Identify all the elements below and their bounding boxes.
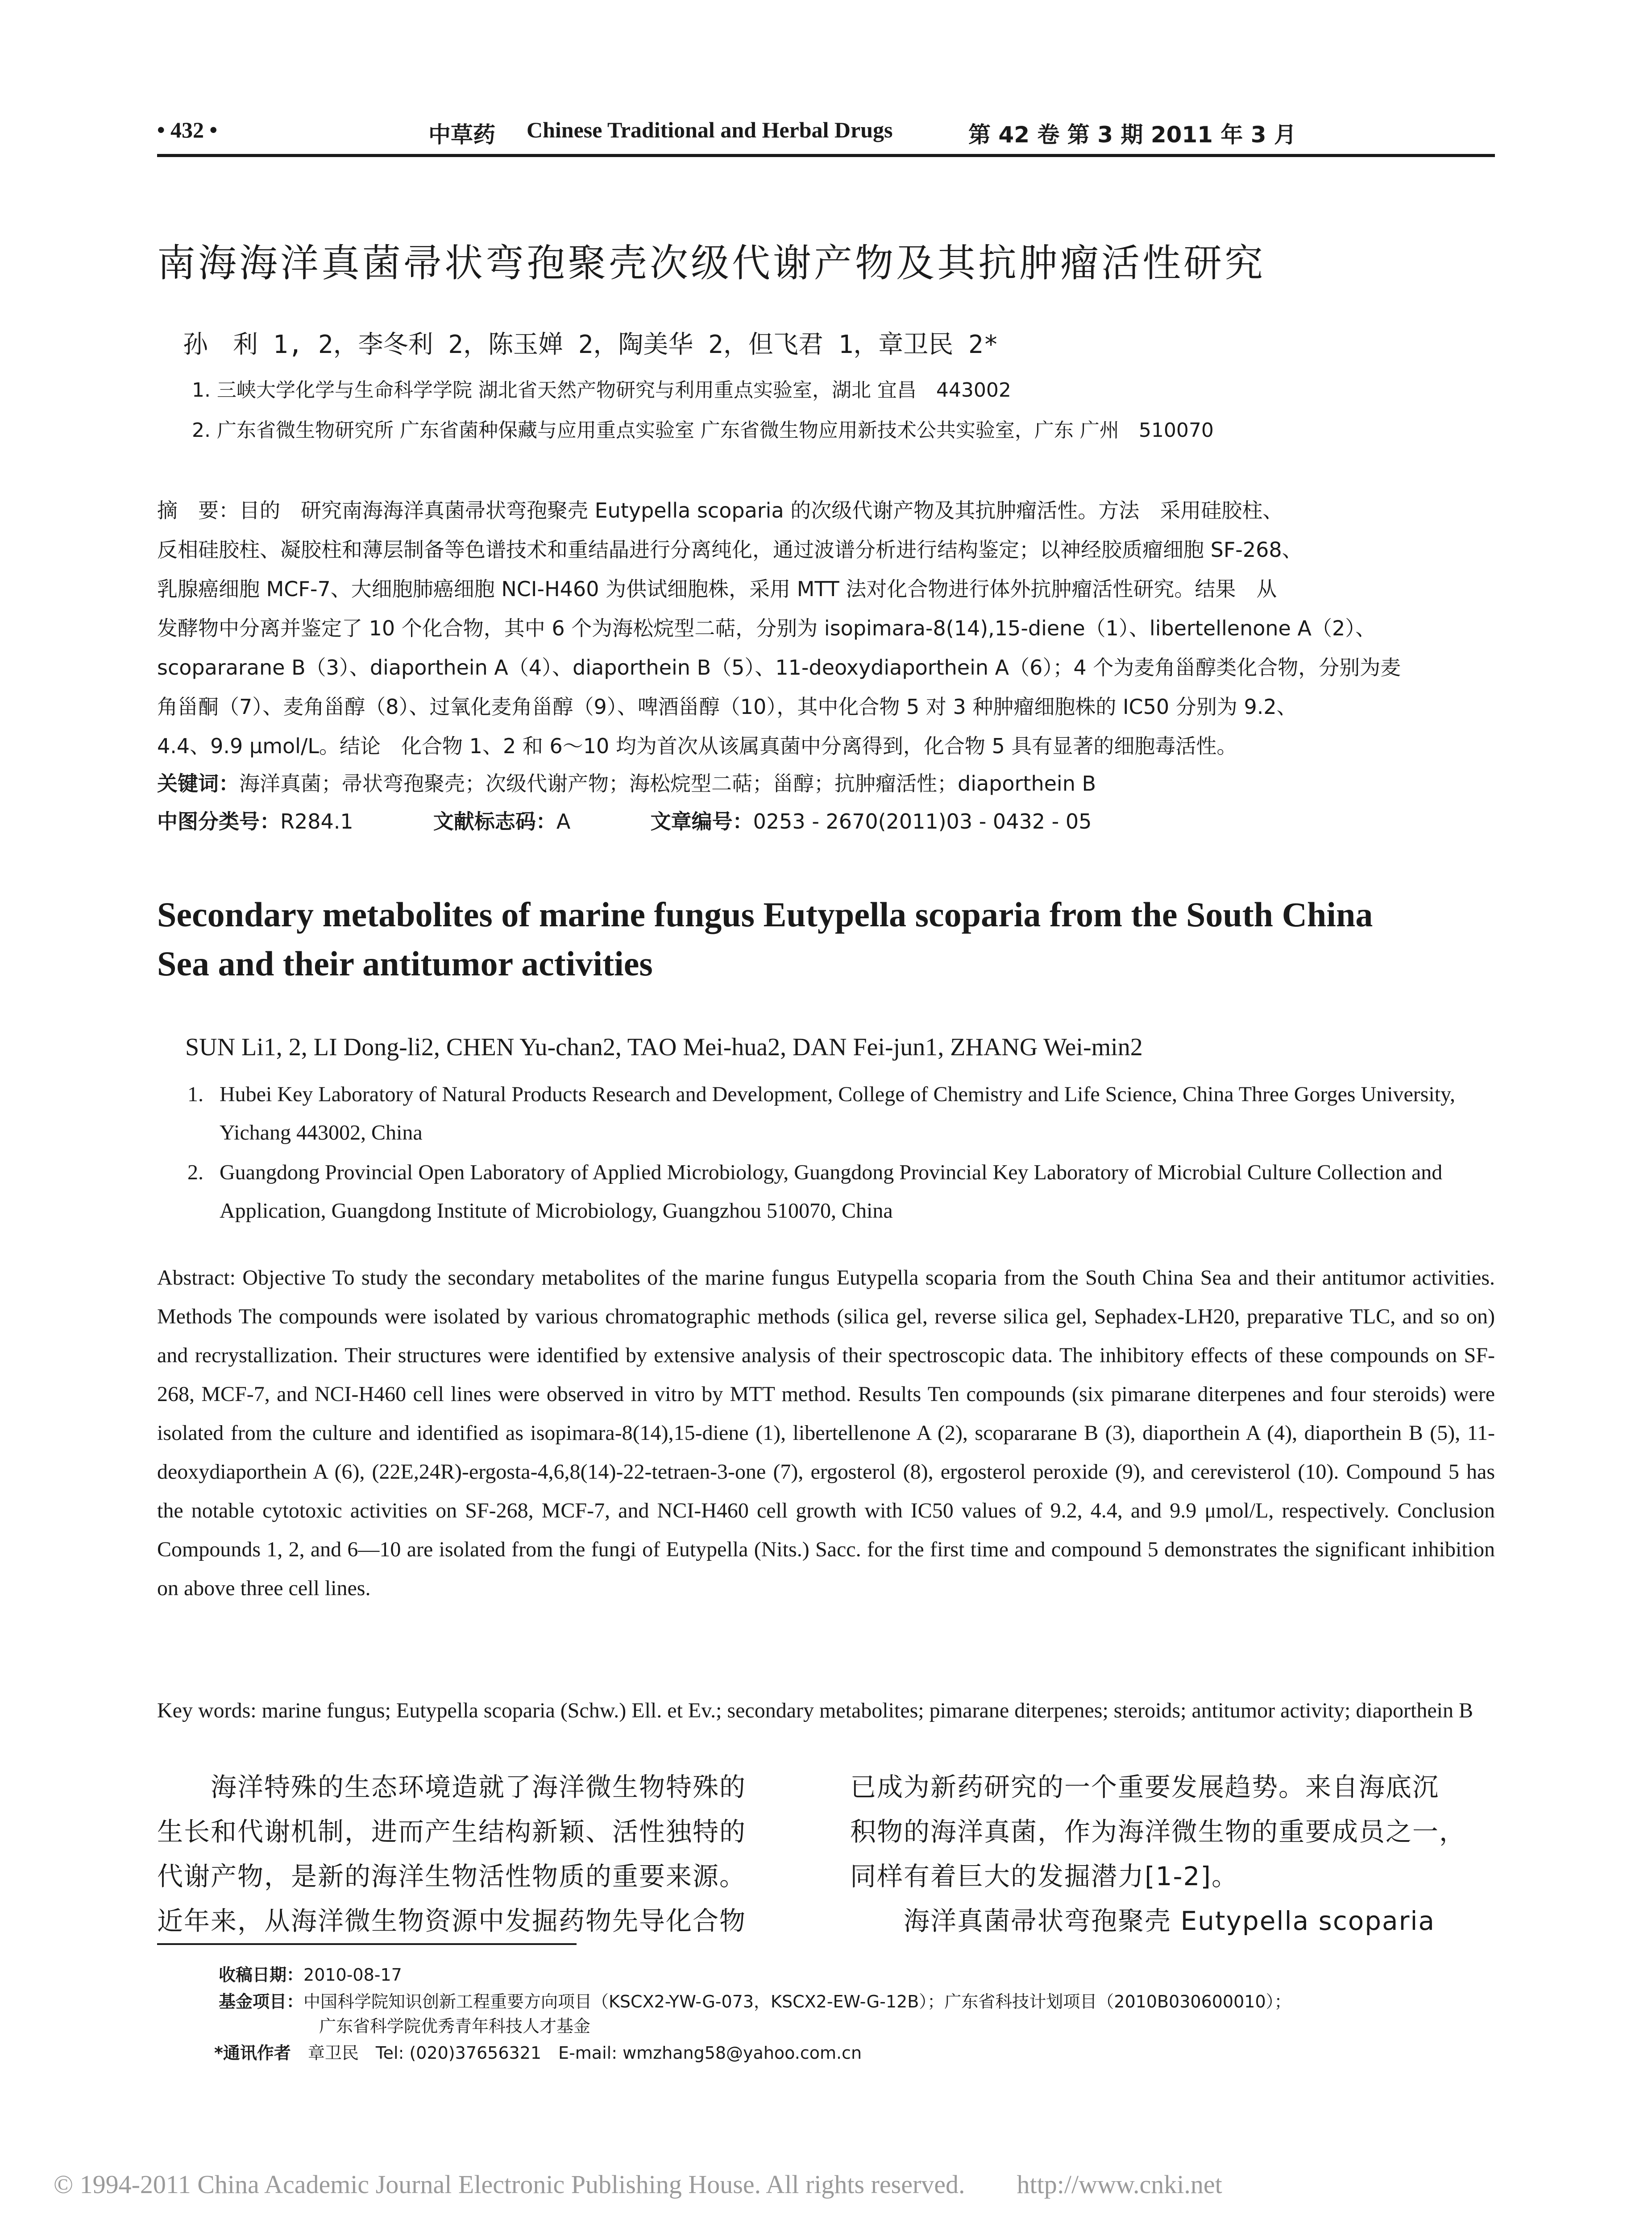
article-no-value: 0253 - 2670(2011)03 - 0432 - 05 xyxy=(753,809,1092,834)
article-no-label: 文章编号： xyxy=(650,809,753,834)
cn-abstract-line: 发酵物中分离并鉴定了 10 个化合物，其中 6 个为海松烷型二萜，分别为 isopimara-8(14),15-diene（1）、libertellenone A（2）、 xyxy=(157,616,1376,640)
fund-line-2: 广东省科学院优秀青年科技人才基金 xyxy=(319,2016,591,2036)
fund-info xyxy=(219,1988,1291,2012)
cn-keywords-label: 关键词： xyxy=(157,771,239,796)
cn-keywords-text: 海洋真菌；帚状弯孢聚壳；次级代谢产物；海松烷型二萜；甾醇；抗肿瘤活性；diaporthein B xyxy=(239,771,1096,796)
cn-abstract-line: 摘 要：目的 研究南海海洋真菌帚状弯孢聚壳 Eutypella scoparia 的次级代谢产物及其抗肿瘤活性。方法 采用硅胶柱、 xyxy=(157,498,1283,523)
cn-classification xyxy=(157,805,1092,835)
corr-label: *通讯作者 xyxy=(214,2043,291,2063)
cn-authors: 孙 利 1, 2，李冬利 2，陈玉婵 2，陶美华 2，但飞君 1，章卫民 2* xyxy=(183,330,999,359)
cn-keywords xyxy=(157,767,1096,797)
body-line: 海洋特殊的生态环境造就了海洋微生物特殊的 xyxy=(157,1772,747,1802)
page-number: • 432 • xyxy=(157,117,218,142)
body-line: 海洋真菌帚状弯孢聚壳 Eutypella scoparia xyxy=(850,1906,1436,1936)
en-title-line-2: Sea and their antitumor activities xyxy=(157,944,653,983)
en-aff-text: Hubei Key Laboratory of Natural Products Research and Development, College of Chemistry and Life Science, China Three Gorges University, Yichang 443002, China xyxy=(220,1082,1455,1145)
en-aff-number: 2. xyxy=(187,1161,203,1184)
clc-value: R284.1 xyxy=(280,809,353,834)
cn-abstract-line: 乳腺癌细胞 MCF-7、大细胞肺癌细胞 NCI-H460 为供试细胞株，采用 MTT 法对化合物进行体外抗肿瘤活性研究。结果 从 xyxy=(157,577,1277,601)
copyright-notice: © 1994-2011 China Academic Journal Electronic Publishing House. All rights reserved. http://www.cnki.net xyxy=(54,2170,1222,2199)
en-title-line-1: Secondary metabolites of marine fungus Eutypella scoparia from the South China xyxy=(157,895,1373,934)
journal-name-cn: 中草药 xyxy=(428,122,495,148)
footnote-rule xyxy=(157,1943,577,1945)
body-line: 同样有着巨大的发掘潜力[1-2]。 xyxy=(850,1861,1238,1891)
received-label: 收稿日期： xyxy=(219,1965,304,1985)
journal-name-en: Chinese Traditional and Herbal Drugs xyxy=(527,117,893,142)
body-left-column xyxy=(157,1765,809,1943)
cn-affiliation-2: 2. 广东省微生物研究所 广东省菌种保藏与应用重点实验室 广东省微生物应用新技术公共实验室，广东 广州 510070 xyxy=(192,419,1214,442)
body-line: 代谢产物，是新的海洋生物活性物质的重要来源。 xyxy=(157,1861,747,1891)
clc-label: 中图分类号： xyxy=(157,809,280,834)
en-authors: SUN Li1, 2, LI Dong-li2, CHEN Yu-chan2, TAO Mei-hua2, DAN Fei-jun1, ZHANG Wei-min2 xyxy=(185,1033,1143,1061)
body-line: 已成为新药研究的一个重要发展趋势。来自海底沉 xyxy=(850,1772,1440,1802)
doccode-label: 文献标志码： xyxy=(433,809,556,834)
cn-abstract-line: 反相硅胶柱、凝胶柱和薄层制备等色谱技术和重结晶进行分离纯化，通过波谱分析进行结构鉴定；以神经胶质瘤细胞 SF-268、 xyxy=(157,538,1303,562)
cn-abstract-line: 4.4、9.9 μmol/L。结论 化合物 1、2 和 6～10 均为首次从该属真菌中分离得到，化合物 5 具有显著的细胞毒活性。 xyxy=(157,734,1237,758)
issue-info: 第 42 卷 第 3 期 2011 年 3 月 xyxy=(968,122,1296,148)
header-rule xyxy=(157,154,1495,157)
body-right-column xyxy=(850,1765,1502,1943)
fund-line-1: 中国科学院知识创新工程重要方向项目（KSCX2-YW-G-073，KSCX2-EW-G-12B）；广东省科技计划项目（2010B030600010）； xyxy=(303,1992,1291,2011)
cn-affiliation-1: 1. 三峡大学化学与生命科学学院 湖北省天然产物研究与利用重点实验室，湖北 宜昌 443002 xyxy=(192,379,1011,402)
corresponding-author xyxy=(214,2039,862,2064)
cn-abstract-line: scopararane B（3）、diaporthein A（4）、diaporthein B（5）、11-deoxydiaporthein A（6）；4 个为麦角甾醇类化合物，分别为麦 xyxy=(157,655,1401,680)
en-keywords: Key words: marine fungus; Eutypella scoparia (Schw.) Ell. et Ev.; secondary metabolites; pimarane diterpenes; steroids; antitumor activity; diaporthein B xyxy=(157,1699,1473,1722)
body-line: 积物的海洋真菌，作为海洋微生物的重要成员之一， xyxy=(850,1816,1466,1847)
en-abstract: Abstract: Objective To study the secondary metabolites of the marine fungus Eutypella scoparia from the South China Sea and their antitumor activities. Methods The compounds were isolated by various chromatographic methods (silica gel, reverse silica gel, Sephadex-LH20, preparative TLC, and so on) and recrystallization. Their structures were identified by extensive analysis of their spectroscopic data. The inhibitory effects of these compounds on SF-268, MCF-7, and NCI-H460 cell lines were observed in vitro by MTT method. Results Ten compounds (six pimarane diterpenes and four steroids) were isolated from the culture and identified as isopimara-8(14),15-diene (1), libertellenone A (2), scopararane B (3), diaporthein A (4), diaporthein B (5), 11-deoxydiaporthein A (6), (22E,24R)-ergosta-4,6,8(14)-22-tetraen-3-one (7), ergosterol (8), ergosterol peroxide (9), and cerevisterol (10). Compound 5 has the notable cytotoxic activities on SF-268, MCF-7, and NCI-H460 cell growth with IC50 values of 9.2, 4.4, and 9.9 μmol/L, respectively. Conclusion Compounds 1, 2, and 6—10 are isolated from the fungi of Eutypella (Nits.) Sacc. for the first time and compound 5 demonstrates the significant inhibition on above three cell lines. xyxy=(157,1266,1495,1600)
cn-abstract xyxy=(157,491,1495,766)
corr-value: 章卫民 Tel: (020)37656321 E-mail: wmzhang58@yahoo.com.cn xyxy=(307,2043,862,2063)
en-affiliation-1 xyxy=(187,1075,1495,1152)
cn-abstract-line: 角甾酮（7）、麦角甾醇（8）、过氧化麦角甾醇（9）、啤酒甾醇（10），其中化合物 5 对 3 种肿瘤细胞株的 IC50 分别为 9.2、 xyxy=(157,695,1297,719)
en-aff-text: Guangdong Provincial Open Laboratory of Applied Microbiology, Guangdong Provincial Key Laboratory of Microbial Culture Collection and Application, Guangdong Institute of Microbiology, Guangzhou 510070, China xyxy=(220,1161,1443,1223)
en-affiliation-2 xyxy=(187,1153,1495,1230)
cn-title: 南海海洋真菌帚状弯孢聚壳次级代谢产物及其抗肿瘤活性研究 xyxy=(157,241,1266,286)
received-value: 2010-08-17 xyxy=(303,1965,402,1985)
body-line: 生长和代谢机制，进而产生结构新颖、活性独特的 xyxy=(157,1816,747,1847)
doccode-value: A xyxy=(556,809,571,834)
en-aff-number: 1. xyxy=(187,1082,203,1106)
en-title xyxy=(157,890,1495,988)
fund-label: 基金项目： xyxy=(219,1992,304,2011)
body-line: 近年来，从海洋微生物资源中发掘药物先导化合物 xyxy=(157,1906,747,1936)
received-date xyxy=(219,1961,402,1986)
